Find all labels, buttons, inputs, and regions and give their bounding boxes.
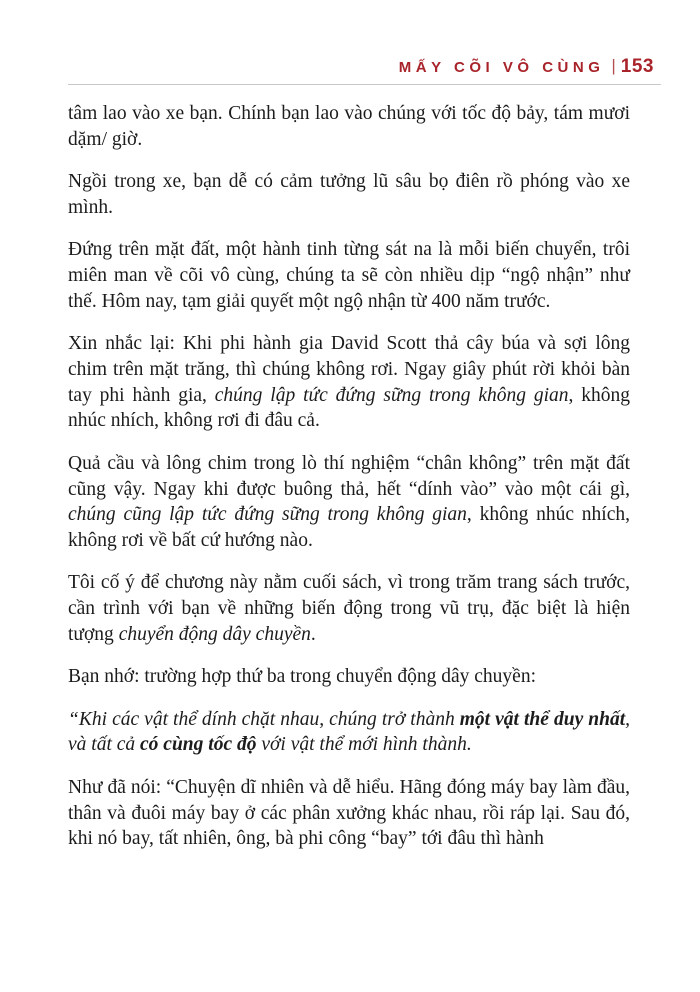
- text-run: chúng cũng lập tức đứng sững trong không gian: [68, 504, 467, 526]
- paragraph: [68, 451, 630, 554]
- paragraph: [68, 775, 630, 852]
- paragraph: [68, 664, 630, 690]
- text-run: , và tất cả: [68, 708, 630, 756]
- running-head-title: MẤY CÕI VÔ CÙNG: [398, 59, 605, 76]
- text-run: “Khi các vật thể dính chặt nhau, chúng trở thành: [68, 708, 460, 730]
- paragraph: [68, 169, 630, 221]
- paragraph: [68, 331, 630, 434]
- text-run: Đứng trên mặt đất, một hành tinh từng sát na là mỗi biến chuyển, trôi miên man về cõi vô cùng, chúng ta sẽ còn nhiều dịp “ngộ nhận” như thế. Hôm nay, tạm giải quyết một ngộ nhận từ 400 năm trước.: [68, 239, 630, 312]
- running-header: [68, 56, 654, 78]
- running-head-separator: |: [611, 56, 616, 75]
- text-run: Bạn nhớ: trường hợp thứ ba trong chuyển động dây chuyền:: [68, 666, 536, 688]
- paragraph: [68, 570, 630, 647]
- text-run: Xin nhắc lại: Khi phi hành gia David Scott thả cây búa và sợi lông chim trên mặt trăng, thì chúng không rơi. Ngay giây phút rời khỏi bàn tay phi hành gia,: [68, 333, 630, 406]
- header-rule: [68, 84, 661, 85]
- text-run: .: [310, 624, 316, 646]
- text-run: một vật thể duy nhất: [459, 708, 626, 730]
- text-run: có cùng tốc độ: [140, 734, 257, 756]
- paragraph: [68, 101, 630, 153]
- text-run: Như đã nói: “Chuyện dĩ nhiên và dễ hiểu. Hãng đóng máy bay làm đầu, thân và đuôi máy bay ở các phân xưởng khác nhau, rồi ráp lại. Sau đó, khi nó bay, tất nhiên, ông, bà phi công “bay” tới đâu thì hành: [68, 776, 630, 850]
- text-run: Tôi cố ý để chương này nằm cuối sách, vì trong trăm trang sách trước, cần trình với bạn về những biến động trong vũ trụ, đặc biệt là hiện tượng: [68, 572, 630, 646]
- text-run: , không nhúc nhích, không rơi đi đâu cả.: [68, 384, 631, 432]
- text-run: chuyển động dây chuyền: [118, 624, 311, 646]
- text-run: Quả cầu và lông chim trong lò thí nghiệm “chân không” trên mặt đất cũng vậy. Ngay khi được buông thả, hết “dính vào” vào một cái gì,: [68, 452, 630, 500]
- paragraph: [68, 237, 630, 314]
- text-run: chúng lập tức đứng sững trong không gian: [214, 384, 569, 406]
- text-run: với vật thể mới hình thành.: [256, 734, 472, 756]
- text-run: Ngồi trong xe, bạn dễ có cảm tưởng lũ sâu bọ điên rồ phóng vào xe mình.: [68, 171, 630, 218]
- page-number: 153: [620, 56, 654, 77]
- text-run: , không nhúc nhích, không rơi về bất cứ hướng nào.: [68, 504, 630, 552]
- page-body: [68, 101, 630, 869]
- text-run: tâm lao vào xe bạn. Chính bạn lao vào chúng với tốc độ bảy, tám mươi dặm/ giờ.: [68, 103, 630, 150]
- paragraph: [68, 707, 630, 759]
